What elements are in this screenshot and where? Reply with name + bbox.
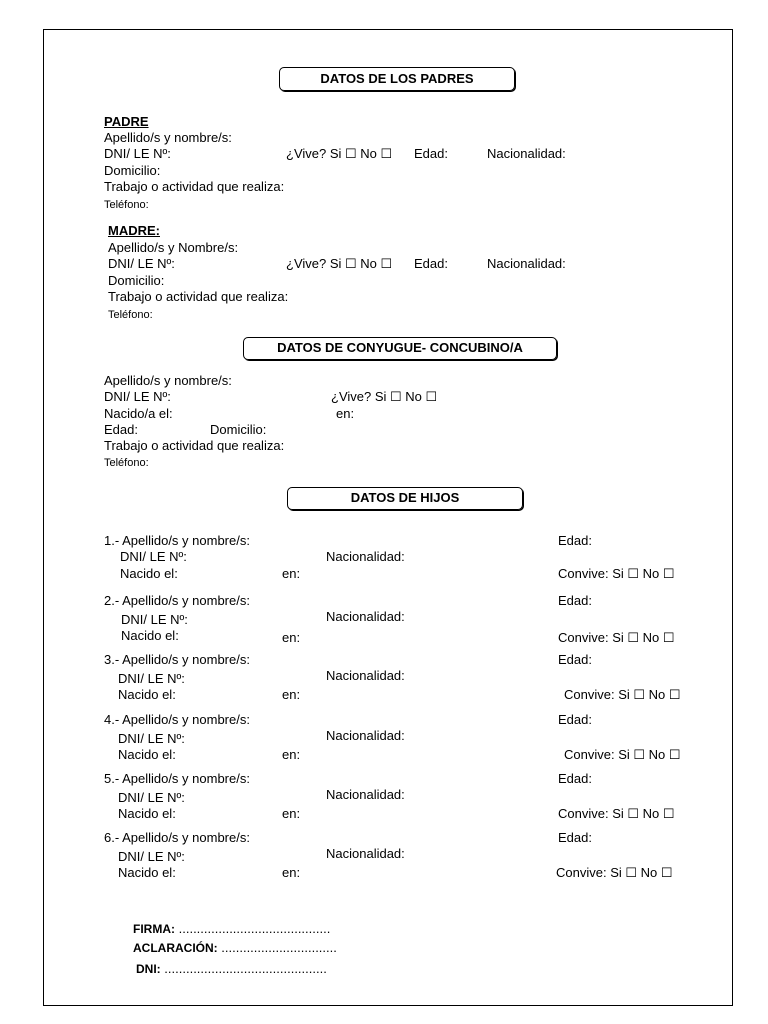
aclaracion-dots: ................................ — [221, 940, 337, 955]
conyuge-dni-label: DNI/ LE Nº: — [104, 389, 171, 404]
padre-domicilio-label: Domicilio: — [104, 163, 161, 178]
conyuge-domicilio-label: Domicilio: — [210, 422, 267, 437]
conyuge-trabajo-label: Trabajo o actividad que realiza: — [104, 438, 285, 453]
hijo-4-nombre-label: 4.- Apellido/s y nombre/s: — [104, 712, 250, 727]
padre-vive-field[interactable]: ¿Vive? Si ☐ No ☐ — [286, 146, 393, 161]
hijo-4-dni-label: DNI/ LE Nº: — [118, 731, 185, 746]
section-title-conyuge: DATOS DE CONYUGUE- CONCUBINO/A — [243, 337, 557, 360]
madre-nacionalidad-label: Nacionalidad: — [487, 256, 566, 271]
firma-label: FIRMA: — [133, 922, 175, 936]
dni-label: DNI: — [136, 962, 161, 976]
hijo-5-edad-label: Edad: — [558, 771, 592, 786]
padre-nacionalidad-label: Nacionalidad: — [487, 146, 566, 161]
hijo-4-edad-label: Edad: — [558, 712, 592, 727]
dni-line[interactable] — [136, 961, 327, 977]
padre-edad-label: Edad: — [414, 146, 448, 161]
conyuge-edad-label: Edad: — [104, 422, 138, 437]
hijo-1-dni-label: DNI/ LE Nº: — [120, 549, 187, 564]
madre-edad-label: Edad: — [414, 256, 448, 271]
hijo-1-edad-label: Edad: — [558, 533, 592, 548]
hijo-2-nombre-label: 2.- Apellido/s y nombre/s: — [104, 593, 250, 608]
aclaracion-label: ACLARACIÓN: — [133, 941, 218, 955]
madre-telefono-label: Teléfono: — [108, 309, 153, 321]
hijo-3-edad-label: Edad: — [558, 652, 592, 667]
padre-nombre-label: Apellido/s y nombre/s: — [104, 130, 232, 145]
conyuge-vive-field[interactable]: ¿Vive? Si ☐ No ☐ — [331, 389, 438, 404]
conyuge-nacido-label: Nacido/a el: — [104, 406, 173, 421]
hijo-5-nacido-label: Nacido el: — [118, 806, 176, 821]
hijo-2-dni-label: DNI/ LE Nº: — [121, 612, 188, 627]
padre-heading: PADRE — [104, 114, 149, 129]
madre-nombre-label: Apellido/s y Nombre/s: — [108, 240, 239, 255]
hijo-5-convive-field[interactable]: Convive: Si ☐ No ☐ — [558, 806, 675, 821]
padre-dni-label: DNI/ LE Nº: — [104, 146, 171, 161]
hijo-4-convive-field[interactable]: Convive: Si ☐ No ☐ — [564, 747, 681, 762]
padre-trabajo-label: Trabajo o actividad que realiza: — [104, 179, 285, 194]
hijo-1-nacido-label: Nacido el: — [120, 566, 178, 581]
hijo-3-convive-field[interactable]: Convive: Si ☐ No ☐ — [564, 687, 681, 702]
conyuge-telefono-label: Teléfono: — [104, 457, 149, 469]
hijo-6-convive-field[interactable]: Convive: Si ☐ No ☐ — [556, 865, 673, 880]
firma-line[interactable] — [133, 921, 330, 937]
hijo-1-nombre-label: 1.- Apellido/s y nombre/s: — [104, 533, 250, 548]
hijo-6-dni-label: DNI/ LE Nº: — [118, 849, 185, 864]
hijo-4-en-label: en: — [282, 747, 301, 762]
hijo-6-en-label: en: — [282, 865, 301, 880]
conyuge-nombre-label: Apellido/s y nombre/s: — [104, 373, 232, 388]
hijo-3-nacido-label: Nacido el: — [118, 687, 176, 702]
firma-dots: .......................................... — [178, 921, 331, 936]
hijo-3-en-label: en: — [282, 687, 301, 702]
madre-heading: MADRE: — [108, 223, 160, 238]
hijo-5-nacionalidad-label: Nacionalidad: — [326, 787, 405, 802]
hijo-3-nombre-label: 3.- Apellido/s y nombre/s: — [104, 652, 250, 667]
hijo-6-nacionalidad-label: Nacionalidad: — [326, 846, 405, 861]
hijo-5-dni-label: DNI/ LE Nº: — [118, 790, 185, 805]
hijo-3-dni-label: DNI/ LE Nº: — [118, 671, 185, 686]
hijo-6-nacido-label: Nacido el: — [118, 865, 176, 880]
section-title-padres: DATOS DE LOS PADRES — [279, 67, 515, 91]
hijo-1-nacionalidad-label: Nacionalidad: — [326, 549, 405, 564]
hijo-1-en-label: en: — [282, 566, 301, 581]
hijo-4-nacionalidad-label: Nacionalidad: — [326, 728, 405, 743]
madre-vive-field[interactable]: ¿Vive? Si ☐ No ☐ — [286, 256, 393, 271]
conyuge-en-label: en: — [336, 406, 355, 421]
hijo-2-nacionalidad-label: Nacionalidad: — [326, 609, 405, 624]
aclaracion-line[interactable] — [133, 940, 337, 956]
section-title-hijos: DATOS DE HIJOS — [287, 487, 523, 510]
hijo-2-en-label: en: — [282, 630, 301, 645]
madre-dni-label: DNI/ LE Nº: — [108, 256, 175, 271]
hijo-6-nombre-label: 6.- Apellido/s y nombre/s: — [104, 830, 250, 845]
hijo-1-convive-field[interactable]: Convive: Si ☐ No ☐ — [558, 566, 675, 581]
hijo-2-nacido-label: Nacido el: — [121, 628, 179, 643]
hijo-5-en-label: en: — [282, 806, 301, 821]
hijo-2-convive-field[interactable]: Convive: Si ☐ No ☐ — [558, 630, 675, 645]
hijo-3-nacionalidad-label: Nacionalidad: — [326, 668, 405, 683]
padre-telefono-label: Teléfono: — [104, 199, 149, 211]
hijo-6-edad-label: Edad: — [558, 830, 592, 845]
dni-dots: ............................................. — [164, 961, 327, 976]
madre-domicilio-label: Domicilio: — [108, 273, 165, 288]
hijo-2-edad-label: Edad: — [558, 593, 592, 608]
hijo-4-nacido-label: Nacido el: — [118, 747, 176, 762]
hijo-5-nombre-label: 5.- Apellido/s y nombre/s: — [104, 771, 250, 786]
madre-trabajo-label: Trabajo o actividad que realiza: — [108, 289, 289, 304]
